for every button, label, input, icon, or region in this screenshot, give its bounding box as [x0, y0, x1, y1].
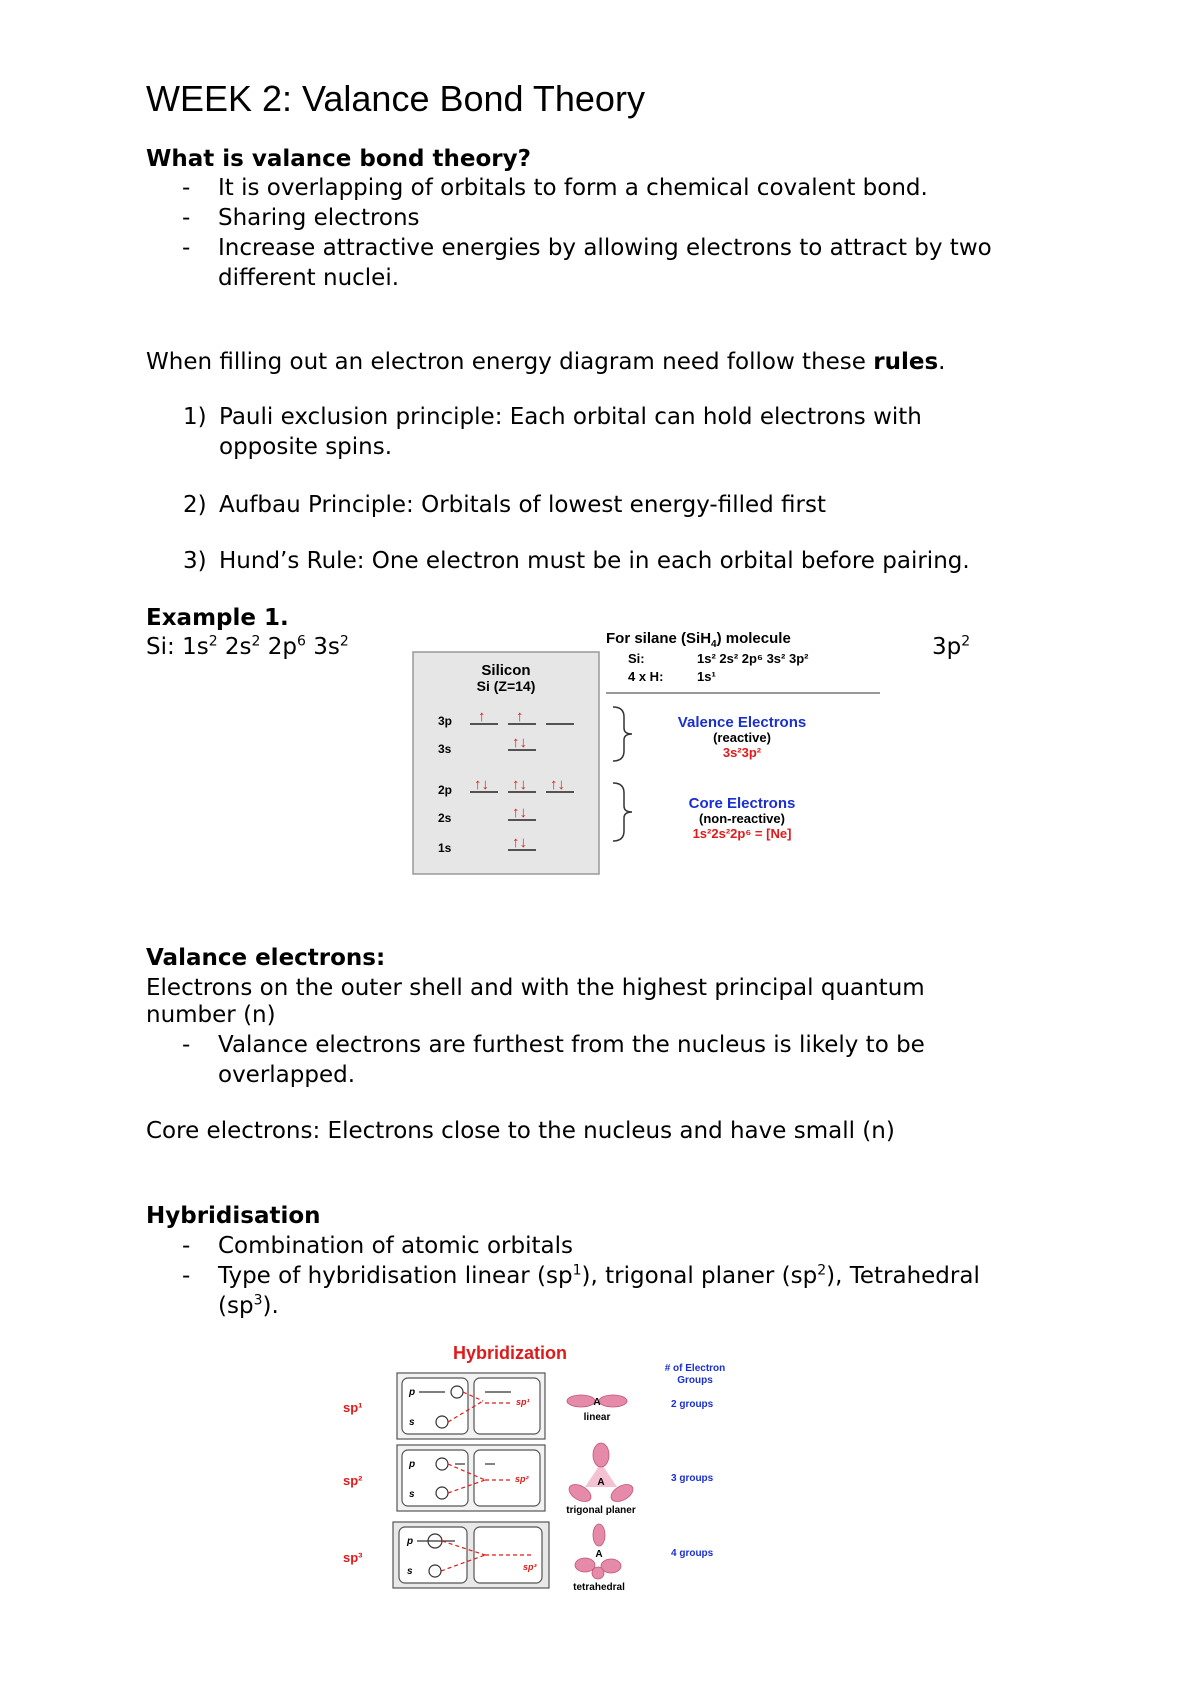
si-row-value: 1s² 2s² 2p⁶ 3s² 3p² [697, 651, 809, 666]
atom-label: A [597, 1477, 605, 1488]
svg-text:↑: ↑ [516, 708, 524, 725]
shape-label: trigonal planer [566, 1505, 636, 1516]
core-electrons-text: Core electrons: Electrons close to the nucleus and have small (n) [146, 1118, 895, 1144]
core-sub: (non-reactive) [699, 811, 785, 826]
hybrid-row-label: sp³ [343, 1550, 363, 1565]
svg-text:↑↓: ↑↓ [474, 776, 489, 793]
valence-title: Valence Electrons [677, 714, 807, 731]
s-label: s [407, 1566, 413, 1577]
list-item-continuation: different nuclei. [218, 265, 400, 291]
level-label: 2s [438, 811, 452, 825]
hybridization-diagram [335, 1335, 755, 1595]
silane-header: For silane (SiH$_4$) molecule [606, 630, 791, 650]
rule-1: 1) Pauli exclusion principle: Each orbital can hold electrons with [183, 404, 922, 430]
list-item-continuation: $(sp^3)$. [218, 1292, 279, 1319]
p-label: p [407, 1536, 414, 1547]
section-heading-vbt: What is valance bond theory? [146, 146, 531, 172]
level-label: 3p [438, 714, 453, 728]
sp-label: sp¹ [516, 1397, 530, 1407]
svg-text:↑↓: ↑↓ [512, 804, 527, 821]
svg-text:↑↓: ↑↓ [512, 834, 527, 851]
groups-count: 3 groups [671, 1473, 714, 1484]
page-title: WEEK 2: Valance Bond Theory [146, 78, 645, 119]
svg-text:↑↓: ↑↓ [550, 776, 565, 793]
list-item-continuation: overlapped. [218, 1062, 356, 1088]
valence-brace [613, 707, 632, 761]
sp-label: sp³ [523, 1562, 537, 1572]
shape-label: tetrahedral [573, 1582, 625, 1593]
atom-label: A [595, 1549, 603, 1560]
silicon-z: Si (Z=14) [476, 678, 536, 694]
h-row-label: 4 x H: [628, 669, 664, 684]
silicon-electron-diagram [410, 625, 890, 875]
rule-2: 2) Aufbau Principle: Orbitals of lowest energy-filled first [183, 492, 826, 518]
valance-def-line1: Electrons on the outer shell and with the highest principal quantum [146, 975, 925, 1001]
s-label: s [409, 1417, 415, 1428]
hybrid-row-label: sp¹ [343, 1400, 363, 1415]
svg-text:↑↓: ↑↓ [512, 734, 527, 751]
level-label: 2p [438, 783, 453, 797]
valence-sub: (reactive) [713, 730, 771, 745]
core-config: 1s²2s²2p⁶ = [Ne] [692, 826, 792, 841]
hybridization-title: Hybridization [452, 1343, 568, 1363]
h-row-value: 1s¹ [697, 669, 716, 684]
hybridisation-heading: Hybridisation [146, 1203, 321, 1229]
p-label: p [409, 1387, 416, 1398]
rules-intro: When filling out an electron energy diagram need follow these rules. [146, 349, 946, 375]
rule-3: 3) Hund’s Rule: One electron must be in each orbital before pairing. [183, 548, 970, 574]
groups-count: 2 groups [671, 1399, 714, 1410]
valance-heading: Valance electrons: [146, 945, 386, 971]
trigonal-shape [566, 1443, 636, 1505]
atom-label: A [593, 1397, 601, 1408]
core-brace [613, 783, 632, 841]
hybrid-row-label: sp² [343, 1473, 363, 1488]
shape-label: linear [583, 1412, 611, 1423]
p-label: p [409, 1459, 416, 1470]
rule-1-continuation: opposite spins. [219, 434, 393, 460]
level-label: 1s [438, 841, 452, 855]
si-configuration: Si: $1s^2$ $2s^2$ $2p^6$ $3s^2$ [146, 633, 349, 660]
si-row-label: Si: [628, 651, 645, 666]
level-label: 3s [438, 742, 452, 756]
valance-def-line2: number (n) [146, 1002, 276, 1028]
s-label: s [409, 1489, 415, 1500]
example-heading: Example 1. [146, 605, 289, 631]
groups-header: Groups [677, 1375, 713, 1386]
core-title: Core Electrons [688, 795, 796, 812]
groups-header: # of Electron [664, 1363, 726, 1374]
valence-config: 3s²3p² [722, 745, 762, 760]
svg-text:↑↓: ↑↓ [512, 776, 527, 793]
groups-count: 4 groups [671, 1548, 714, 1559]
side-3p-label: $3p^2$ [932, 633, 971, 660]
silicon-title: Silicon [481, 662, 531, 679]
sp-label: sp² [515, 1474, 529, 1484]
svg-text:↑: ↑ [478, 708, 486, 725]
